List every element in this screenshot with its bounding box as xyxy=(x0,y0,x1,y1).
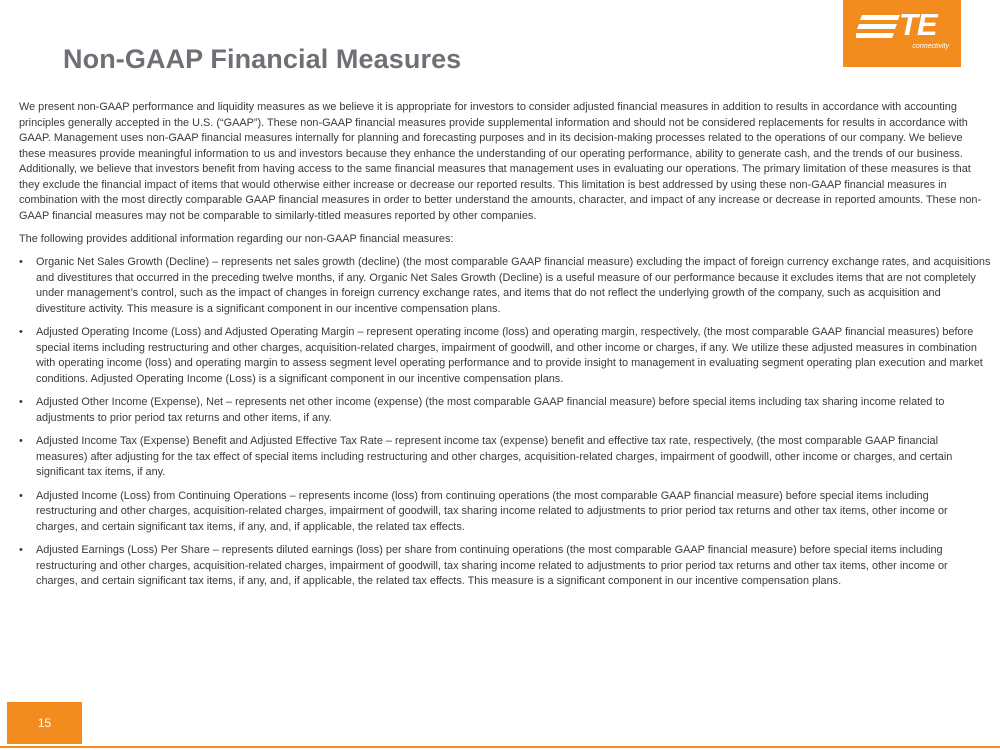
page-number: 15 xyxy=(37,716,52,730)
intro-paragraph: We present non-GAAP performance and liquidity measures as we believe it is appropriate for investors to consider adjusted financial measures in addition to results in accordance with accounting principles generally accepted in the U.S. (“GAAP”). These non-GAAP financial measures provide supplemental information and should not be considered replacements for results in accordance with GAAP. Management uses non-GAAP financial measures internally for planning and forecasting purposes and in its decision-making processes related to the operations of our company. We believe these measures provide meaningful information to us and investors because they enhance the understanding of our operating performance, ability to generate cash, and the trends of our business. Additionally, we believe that investors benefit from having access to the same financial measures that management uses in evaluating our operations. The primary limitation of these measures is that they exclude the financial impact of items that would otherwise either increase or decrease our reported results. This limitation is best addressed by using these non-GAAP financial measures in combination with the most directly comparable GAAP financial measures in order to better understand the amounts, character, and impact of any increase or decrease in reported amounts. These non-GAAP financial measures may not be comparable to similarly-titled measures reported by other companies. xyxy=(19,101,982,222)
list-item xyxy=(19,395,991,426)
list-item-text: Organic Net Sales Growth (Decline) – represents net sales growth (decline) (the most comparable GAAP financial measure) excluding the impact of foreign currency exchange rates, and acquisitions and divestitures that occurred in the preceding twelve months, if any. Organic Net Sales Growth (Decline) is a useful measure of our performance because it excludes items that are not completely under management’s control, such as the impact of changes in foreign currency exchange rates, and items that do not reflect the underlying growth of the company, such as acquisition and divestiture activity. This measure is a significant component in our incentive compensation plans. xyxy=(36,256,991,315)
bullet-icon: • xyxy=(19,256,23,268)
footer-divider xyxy=(0,746,1000,748)
list-item xyxy=(19,255,991,317)
bullet-icon: • xyxy=(19,435,23,447)
list-item-text: Adjusted Operating Income (Loss) and Adjusted Operating Margin – represent operating income (loss) and operating margin, respectively, (the most comparable GAAP financial measures) before special items including restructuring and other charges, acquisition-related charges, impairment of goodwill, and other income or charges, if any. We utilize these adjusted measures in combination with operating income (loss) and operating margin to assess segment level operating performance and to provide insight to management in evaluating segment operating plan execution and market conditions. Adjusted Operating Income (Loss) is a significant component in our incentive compensation plans. xyxy=(36,326,983,385)
logo-brand-text: TE xyxy=(899,7,937,42)
page-number-badge xyxy=(7,702,82,744)
bullet-icon: • xyxy=(19,544,23,556)
bullet-icon: • xyxy=(19,396,23,408)
bullet-icon: • xyxy=(19,489,23,502)
list-item xyxy=(19,325,991,387)
list-item xyxy=(19,489,991,536)
lead-in-text: The following provides additional information regarding our non-GAAP financial measures: xyxy=(19,232,454,245)
list-item-text: Adjusted Income Tax (Expense) Benefit and Adjusted Effective Tax Rate – represent income tax (expense) benefit and effective tax rate, respectively, (the most comparable GAAP financial measures) after adjusting for the tax effect of special items including restructuring and other charges, acquisition-related charges, impairment of goodwill, other income or charges, and certain significant tax items, if any. xyxy=(36,435,953,478)
page-title: Non-GAAP Financial Measures xyxy=(63,44,462,74)
te-stripes-icon xyxy=(856,13,900,41)
measures-list xyxy=(19,255,991,590)
list-item-text: Adjusted Earnings (Loss) Per Share – represents diluted earnings (loss) per share from continuing operations (the most comparable GAAP financial measure) before special items including restructuring and other charges, acquisition-related charges, impairment of goodwill, tax sharing income related to adjustments to prior period tax returns and other tax items, other income or charges, and certain significant tax items, if any, and, if applicable, the related tax effects. This measure is a significant component in our incentive compensation plans. xyxy=(36,544,948,587)
list-item-text: Adjusted Other Income (Expense), Net – represents net other income (expense) (the most comparable GAAP financial measure) before special items including tax sharing income related to adjustments to prior period tax returns and other items, if any. xyxy=(36,396,945,424)
list-item-text: Adjusted Income (Loss) from Continuing Operations – represents income (loss) from continuing operations (the most comparable GAAP financial measure) before special items including restructuring and other charges, acquisition-related charges, impairment of goodwill, tax sharing income related to adjustments to prior period tax returns and other tax items, other income or charges, and certain significant tax items, if any, and, if applicable, the related tax effects. xyxy=(36,489,948,533)
body-content xyxy=(19,100,991,590)
list-item xyxy=(19,434,991,481)
list-item xyxy=(19,543,991,590)
logo-tagline: connectivity xyxy=(912,43,949,50)
bullet-icon: • xyxy=(19,326,23,338)
te-connectivity-logo xyxy=(843,0,961,67)
